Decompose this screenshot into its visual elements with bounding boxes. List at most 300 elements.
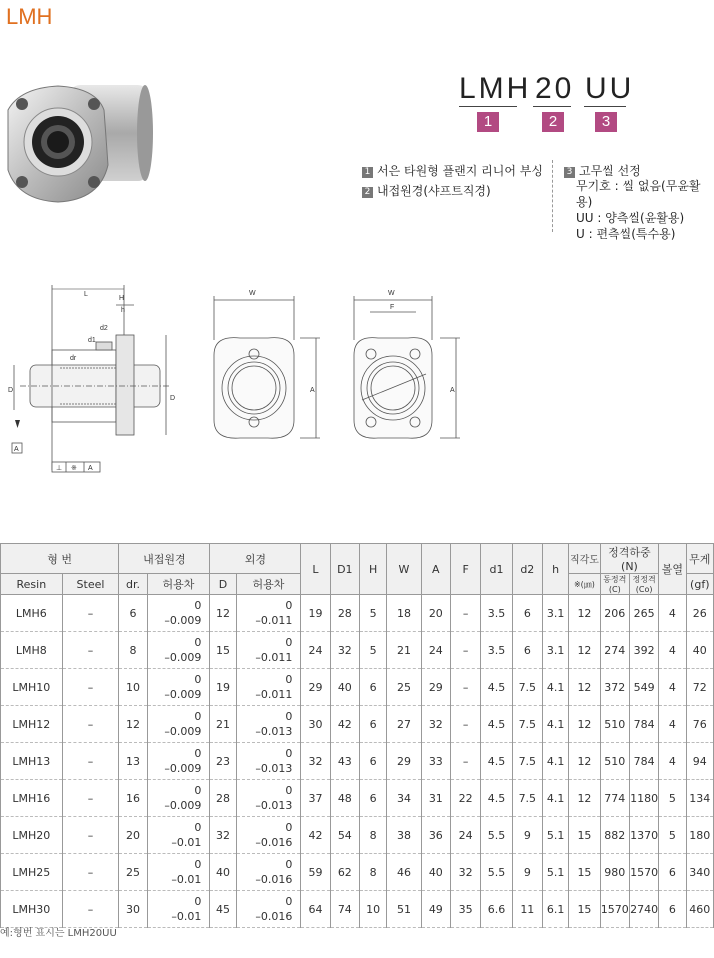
dim-label-F: F (390, 304, 395, 311)
table-row (1, 780, 714, 817)
cell-dr_tol (147, 854, 210, 891)
code-badge-1: 1 (477, 112, 499, 132)
seal-option-uu: UU : 양측씰(윤활용) (576, 211, 685, 225)
cell-D_tol (236, 891, 301, 928)
cell-D1: 43 (330, 743, 359, 780)
th-d2: d2 (512, 544, 542, 595)
cell-Co: 1180 (629, 780, 658, 817)
th-D-tol: 허용차 (236, 574, 301, 595)
th-perp: 직각도 (569, 544, 600, 574)
frame-symbol-2: ※ (71, 465, 77, 472)
cell-dr: 8 (119, 632, 147, 669)
cell-perp: 15 (569, 854, 600, 891)
cell-balls: 4 (659, 669, 686, 706)
cell-perp: 12 (569, 780, 600, 817)
cell-dr_tol (147, 780, 210, 817)
cell-D: 21 (210, 706, 236, 743)
cell-steel: – (62, 632, 119, 669)
cell-gf: 40 (686, 632, 713, 669)
legend-item-1 (362, 162, 543, 179)
cell-steel: – (62, 891, 119, 928)
cell-D_tol-upper: 0 (285, 821, 293, 834)
cell-D_tol-upper: 0 (285, 599, 293, 612)
cell-D_tol-lower: –0.016 (255, 836, 293, 849)
cell-D_tol-lower: –0.013 (255, 725, 293, 738)
cell-H: 5 (359, 632, 386, 669)
code-underline-1 (459, 106, 517, 107)
cell-D1: 40 (330, 669, 359, 706)
cell-D_tol-lower: –0.011 (255, 614, 293, 627)
cell-F: 24 (450, 817, 480, 854)
cell-dr: 6 (119, 595, 147, 632)
cell-A: 33 (421, 743, 450, 780)
cell-D: 12 (210, 595, 236, 632)
cell-dr_tol-lower: –0.01 (171, 836, 202, 849)
code-badge-2: 2 (542, 112, 564, 132)
cell-D1: 48 (330, 780, 359, 817)
cell-A: 49 (421, 891, 450, 928)
cell-D_tol-lower: –0.011 (255, 688, 293, 701)
legend-num-1: 1 (362, 167, 373, 178)
cell-A: 24 (421, 632, 450, 669)
cell-balls: 6 (659, 891, 686, 928)
cell-D: 28 (210, 780, 236, 817)
cell-resin: LMH6 (1, 595, 63, 632)
cell-dr_tol (147, 743, 210, 780)
cell-F: 22 (450, 780, 480, 817)
cell-dr_tol-upper: 0 (194, 673, 202, 686)
cell-dr: 10 (119, 669, 147, 706)
cell-A: 36 (421, 817, 450, 854)
code-part-1: LMH (459, 72, 532, 105)
cell-W: 18 (387, 595, 421, 632)
cell-C: 774 (600, 780, 629, 817)
product-photo (0, 70, 160, 220)
cell-H: 8 (359, 817, 386, 854)
cell-d1: 5.5 (481, 817, 512, 854)
th-balls: 볼열 (659, 544, 686, 595)
cell-H: 6 (359, 669, 386, 706)
th-static: 정정격(Co) (629, 574, 658, 595)
cell-perp: 15 (569, 891, 600, 928)
cell-C: 510 (600, 743, 629, 780)
cell-D1: 32 (330, 632, 359, 669)
th-D1: D1 (330, 544, 359, 595)
cell-D: 45 (210, 891, 236, 928)
table-row (1, 817, 714, 854)
cell-L: 30 (301, 706, 330, 743)
cell-dr_tol (147, 632, 210, 669)
cell-d1: 3.5 (481, 595, 512, 632)
cell-h: 5.1 (542, 817, 568, 854)
cell-gf: 340 (686, 854, 713, 891)
cell-D: 32 (210, 817, 236, 854)
cell-D_tol-upper: 0 (285, 784, 293, 797)
cell-h: 6.1 (542, 891, 568, 928)
cell-d1: 4.5 (481, 780, 512, 817)
cell-D_tol (236, 743, 301, 780)
cell-steel: – (62, 817, 119, 854)
cell-D: 23 (210, 743, 236, 780)
th-d1: d1 (481, 544, 512, 595)
cell-Co: 265 (629, 595, 658, 632)
th-dr: dr. (119, 574, 147, 595)
cell-D: 19 (210, 669, 236, 706)
cell-d1: 4.5 (481, 669, 512, 706)
cell-D_tol-upper: 0 (285, 636, 293, 649)
cell-d2: 6 (512, 595, 542, 632)
cell-balls: 5 (659, 817, 686, 854)
cell-D1: 54 (330, 817, 359, 854)
dim-label-A-1: A (310, 387, 315, 394)
cell-D_tol (236, 706, 301, 743)
spec-table-body (1, 595, 714, 928)
cell-dr: 13 (119, 743, 147, 780)
seal-option-none: 무기호 : 씰 없음(무윤활용) (576, 179, 701, 209)
cell-d2: 7.5 (512, 669, 542, 706)
cell-dr_tol-upper: 0 (194, 710, 202, 723)
cell-dr_tol-lower: –0.009 (164, 799, 202, 812)
cell-D_tol-lower: –0.013 (255, 799, 293, 812)
cell-F: – (450, 706, 480, 743)
front-view-2 (354, 296, 460, 438)
cell-d1: 5.5 (481, 854, 512, 891)
table-row (1, 669, 714, 706)
cell-D: 15 (210, 632, 236, 669)
cell-dr_tol (147, 595, 210, 632)
cell-dr_tol-upper: 0 (194, 858, 202, 871)
th-steel: Steel (62, 574, 119, 595)
th-weight: 무게 (686, 544, 713, 574)
cell-D_tol (236, 854, 301, 891)
cell-D_tol (236, 669, 301, 706)
cell-D_tol-lower: –0.016 (255, 910, 293, 923)
cell-D_tol-upper: 0 (285, 895, 293, 908)
cell-D_tol-upper: 0 (285, 858, 293, 871)
cell-dr: 20 (119, 817, 147, 854)
cell-L: 32 (301, 743, 330, 780)
cell-W: 21 (387, 632, 421, 669)
cell-balls: 6 (659, 854, 686, 891)
cell-H: 5 (359, 595, 386, 632)
legend-num-3: 3 (564, 167, 575, 178)
cell-resin: LMH8 (1, 632, 63, 669)
th-weight-unit: (gf) (686, 574, 713, 595)
cell-gf: 76 (686, 706, 713, 743)
dim-label-W-1: W (249, 290, 256, 297)
legend-num-2: 2 (362, 187, 373, 198)
cell-d1: 4.5 (481, 706, 512, 743)
cell-resin: LMH20 (1, 817, 63, 854)
cell-balls: 4 (659, 706, 686, 743)
cell-d1: 6.6 (481, 891, 512, 928)
cell-dr_tol-lower: –0.009 (164, 688, 202, 701)
cell-Co: 784 (629, 706, 658, 743)
table-row (1, 632, 714, 669)
cell-F: 32 (450, 854, 480, 891)
cell-dr_tol-lower: –0.01 (171, 873, 202, 886)
cell-dr_tol-upper: 0 (194, 895, 202, 908)
cell-C: 274 (600, 632, 629, 669)
datum-label: A (14, 446, 19, 453)
table-row (1, 595, 714, 632)
legend-item-2 (362, 182, 491, 199)
cell-Co: 2740 (629, 891, 658, 928)
dim-label-D: D (8, 387, 14, 394)
th-F: F (450, 544, 480, 595)
cell-Co: 549 (629, 669, 658, 706)
dim-label-A-2: A (450, 387, 455, 394)
table-row (1, 743, 714, 780)
cell-D_tol-lower: –0.016 (255, 873, 293, 886)
cell-h: 5.1 (542, 854, 568, 891)
th-resin: Resin (1, 574, 63, 595)
th-outer: 외경 (210, 544, 301, 574)
cell-L: 24 (301, 632, 330, 669)
cell-dr_tol (147, 706, 210, 743)
cell-resin: LMH25 (1, 854, 63, 891)
cell-L: 37 (301, 780, 330, 817)
th-inner: 내접원경 (119, 544, 210, 574)
cell-steel: – (62, 854, 119, 891)
cell-H: 6 (359, 706, 386, 743)
code-part-3: UU (585, 72, 635, 105)
cell-D_tol (236, 632, 301, 669)
cell-d2: 7.5 (512, 743, 542, 780)
cell-balls: 4 (659, 595, 686, 632)
table-row (1, 706, 714, 743)
page-title: LMH (6, 4, 53, 29)
cell-dr_tol-upper: 0 (194, 636, 202, 649)
spec-table (0, 543, 714, 928)
legend-text-2: 내접원경(샤프트직경) (377, 184, 491, 198)
cell-W: 25 (387, 669, 421, 706)
cell-gf: 460 (686, 891, 713, 928)
cell-H: 6 (359, 780, 386, 817)
cell-h: 3.1 (542, 632, 568, 669)
cell-D_tol-lower: –0.013 (255, 762, 293, 775)
th-H: H (359, 544, 386, 595)
code-underline-2 (533, 106, 571, 107)
code-part-2: 20 (535, 72, 575, 105)
cell-A: 32 (421, 706, 450, 743)
cell-L: 64 (301, 891, 330, 928)
cell-dr_tol-lower: –0.01 (171, 910, 202, 923)
cell-perp: 12 (569, 595, 600, 632)
cell-d2: 7.5 (512, 706, 542, 743)
cell-W: 34 (387, 780, 421, 817)
th-W: W (387, 544, 421, 595)
cell-D_tol-upper: 0 (285, 673, 293, 686)
th-model: 형 번 (1, 544, 119, 574)
cell-dr_tol (147, 817, 210, 854)
cell-W: 29 (387, 743, 421, 780)
cell-dr_tol-lower: –0.009 (164, 614, 202, 627)
cell-dr_tol-upper: 0 (194, 599, 202, 612)
order-note: 예:형번 표시는 LMH20UU (0, 928, 117, 939)
dim-label-h: h (121, 307, 125, 314)
cell-steel: – (62, 706, 119, 743)
cell-balls: 4 (659, 743, 686, 780)
legend-text-1: 서은 타원형 플랜지 리니어 부싱 (377, 164, 543, 178)
cell-D1: 74 (330, 891, 359, 928)
cell-A: 29 (421, 669, 450, 706)
cell-h: 4.1 (542, 669, 568, 706)
frame-symbol-1: ⊥ (56, 465, 63, 472)
cell-dr: 25 (119, 854, 147, 891)
cell-perp: 12 (569, 669, 600, 706)
cell-resin: LMH16 (1, 780, 63, 817)
dim-label-W-2: W (388, 290, 395, 297)
cell-D_tol (236, 595, 301, 632)
cell-D: 40 (210, 854, 236, 891)
cell-W: 51 (387, 891, 421, 928)
table-row (1, 854, 714, 891)
cell-C: 510 (600, 706, 629, 743)
dim-label-dr: dr (70, 355, 77, 362)
cell-D_tol (236, 817, 301, 854)
cell-A: 20 (421, 595, 450, 632)
cell-perp: 15 (569, 817, 600, 854)
cell-dr_tol-upper: 0 (194, 747, 202, 760)
cell-D_tol-upper: 0 (285, 710, 293, 723)
cell-gf: 26 (686, 595, 713, 632)
cell-D1: 62 (330, 854, 359, 891)
legend-text-3: 고무씰 선정 (579, 164, 641, 178)
cell-L: 42 (301, 817, 330, 854)
th-h: h (542, 544, 568, 595)
code-badge-3: 3 (595, 112, 617, 132)
frame-symbol-3: A (88, 465, 93, 472)
dim-label-d1: d1 (88, 337, 96, 344)
cell-dr: 16 (119, 780, 147, 817)
cell-steel: – (62, 595, 119, 632)
dim-label-L: L (84, 291, 88, 298)
cell-d2: 9 (512, 854, 542, 891)
cell-L: 59 (301, 854, 330, 891)
side-section-view (12, 285, 170, 472)
cell-resin: LMH12 (1, 706, 63, 743)
cell-steel: – (62, 780, 119, 817)
cell-d2: 7.5 (512, 780, 542, 817)
cell-H: 8 (359, 854, 386, 891)
cell-D_tol-upper: 0 (285, 747, 293, 760)
cell-balls: 4 (659, 632, 686, 669)
cell-perp: 12 (569, 706, 600, 743)
cell-dr_tol (147, 669, 210, 706)
cell-dr_tol-upper: 0 (194, 821, 202, 834)
cell-W: 38 (387, 817, 421, 854)
cell-balls: 5 (659, 780, 686, 817)
cell-dr_tol-lower: –0.009 (164, 762, 202, 775)
cell-dr: 12 (119, 706, 147, 743)
dim-label-H: H (119, 295, 125, 302)
cell-resin: LMH30 (1, 891, 63, 928)
cell-resin: LMH10 (1, 669, 63, 706)
cell-H: 6 (359, 743, 386, 780)
seal-option-u: U : 편측씰(특수용) (576, 227, 676, 241)
th-dynamic: 동정격(C) (600, 574, 629, 595)
th-load: 정격하중(N) (600, 544, 659, 574)
cell-d1: 4.5 (481, 743, 512, 780)
cell-C: 980 (600, 854, 629, 891)
cell-h: 4.1 (542, 743, 568, 780)
th-A: A (421, 544, 450, 595)
cell-C: 372 (600, 669, 629, 706)
cell-dr_tol (147, 891, 210, 928)
cell-dr: 30 (119, 891, 147, 928)
cell-d2: 9 (512, 817, 542, 854)
cell-F: – (450, 632, 480, 669)
cell-gf: 134 (686, 780, 713, 817)
cell-resin: LMH13 (1, 743, 63, 780)
cell-perp: 12 (569, 743, 600, 780)
cell-d2: 11 (512, 891, 542, 928)
dim-label-d2: d2 (100, 325, 108, 332)
cell-steel: – (62, 743, 119, 780)
cell-F: – (450, 669, 480, 706)
cell-H: 10 (359, 891, 386, 928)
legend-item-3 (564, 162, 641, 179)
cell-d2: 6 (512, 632, 542, 669)
seal-options (576, 178, 714, 242)
cell-dr_tol-upper: 0 (194, 784, 202, 797)
cell-gf: 72 (686, 669, 713, 706)
cell-d1: 3.5 (481, 632, 512, 669)
cell-Co: 1570 (629, 854, 658, 891)
cell-Co: 1370 (629, 817, 658, 854)
cell-F: 35 (450, 891, 480, 928)
cell-D1: 42 (330, 706, 359, 743)
cell-C: 882 (600, 817, 629, 854)
th-D: D (210, 574, 236, 595)
front-view-1 (214, 296, 320, 438)
dim-label-D1: D (170, 395, 176, 402)
cell-perp: 12 (569, 632, 600, 669)
cell-W: 27 (387, 706, 421, 743)
technical-drawings (0, 280, 714, 500)
cell-C: 206 (600, 595, 629, 632)
cell-L: 29 (301, 669, 330, 706)
table-row (1, 891, 714, 928)
cell-L: 19 (301, 595, 330, 632)
cell-F: – (450, 595, 480, 632)
cell-h: 4.1 (542, 780, 568, 817)
cell-gf: 180 (686, 817, 713, 854)
cell-C: 1570 (600, 891, 629, 928)
legend-divider (552, 160, 553, 232)
cell-steel: – (62, 669, 119, 706)
cell-W: 46 (387, 854, 421, 891)
code-underline-3 (584, 106, 626, 107)
cell-D_tol-lower: –0.011 (255, 651, 293, 664)
cell-h: 3.1 (542, 595, 568, 632)
cell-Co: 784 (629, 743, 658, 780)
th-dr-tol: 허용차 (147, 574, 210, 595)
cell-F: – (450, 743, 480, 780)
th-L: L (301, 544, 330, 595)
cell-gf: 94 (686, 743, 713, 780)
cell-dr_tol-lower: –0.009 (164, 725, 202, 738)
cell-A: 40 (421, 854, 450, 891)
cell-h: 4.1 (542, 706, 568, 743)
cell-dr_tol-lower: –0.009 (164, 651, 202, 664)
cell-D1: 28 (330, 595, 359, 632)
cell-D_tol (236, 780, 301, 817)
cell-A: 31 (421, 780, 450, 817)
th-perp-unit: ※(㎛) (569, 574, 600, 595)
cell-Co: 392 (629, 632, 658, 669)
